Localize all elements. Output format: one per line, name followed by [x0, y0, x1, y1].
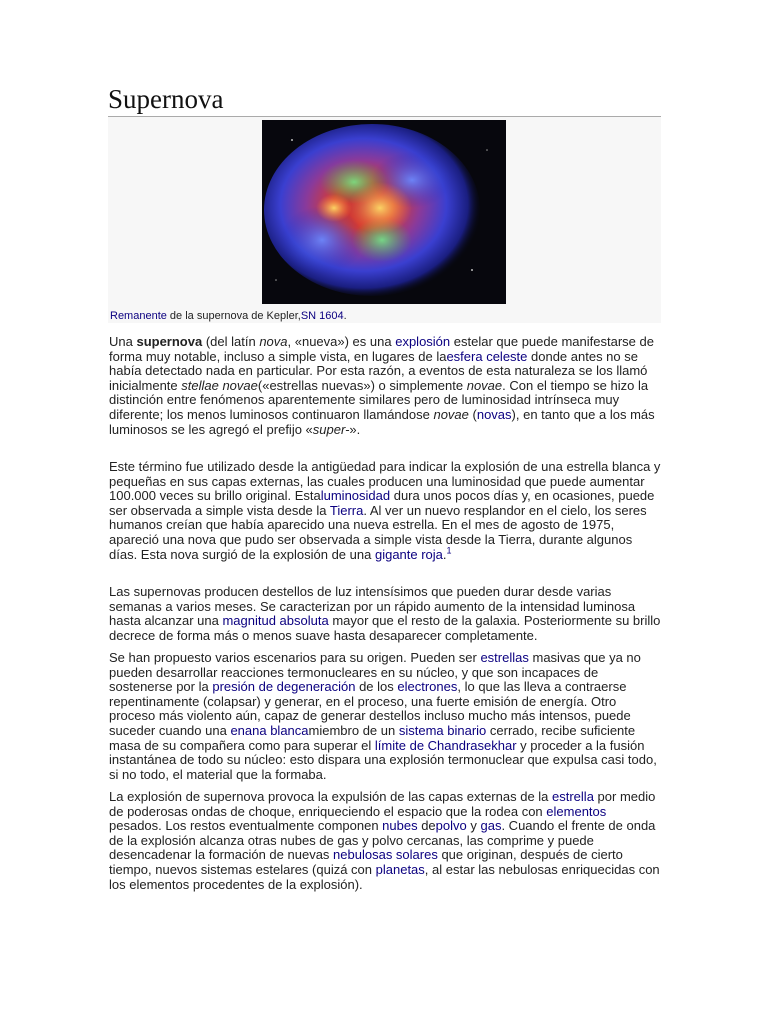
text: que originan, después de cierto tiempo, nuevos sistemas estelares (quizá con: [109, 847, 623, 877]
text: donde antes no se había detectado nada en particular. Por esta razón, a eventos de esta naturaleza se los llamó inicialmente: [109, 348, 648, 393]
paragraph-ejection: [109, 790, 661, 892]
text: dura unos pocos días y, en ocasiones, puede ser observada a simple vista desde la: [109, 488, 655, 518]
link-presion-degeneracion[interactable]: presión de degeneración: [212, 679, 356, 695]
text: (: [468, 406, 477, 422]
text: y: [466, 818, 481, 834]
paragraph-origin: [109, 651, 661, 782]
text: . Cuando el frente de onda de la explosión alcanza otras nubes de gas y polvo cercanas, las comprime y puede desencadenar la formación de nuevas: [109, 818, 656, 863]
footnote-link[interactable]: 1: [446, 545, 452, 556]
caption-text: .: [343, 310, 347, 322]
text: La explosión de supernova provoca la expulsión de las capas externas de la: [109, 789, 553, 804]
text: Se han propuesto varios escenarios para su origen. Pueden ser: [109, 650, 481, 665]
caption-link-remanente[interactable]: Remanente: [110, 310, 167, 322]
text: mayor que el resto de la galaxia. Posteriormente su brillo decrece de forma más o menos suave hasta desaparecer completamente.: [109, 613, 661, 643]
link-electrones[interactable]: electrones: [397, 679, 458, 695]
page-title: Supernova: [108, 84, 224, 114]
italic-term: stellae novae: [181, 377, 258, 393]
text: Una: [109, 334, 137, 349]
link-planetas[interactable]: planetas: [375, 861, 425, 877]
text: estelar que puede manifestarse de forma muy notable, incluso a simple vista, en lugares de la: [109, 334, 654, 364]
figure-caption: [110, 310, 347, 322]
link-enana-blanca[interactable]: enana blanca: [230, 722, 309, 738]
text: por medio de poderosas ondas de choque, enriqueciendo el espacio que la rodea con: [109, 789, 656, 819]
text: («estrellas nuevas») o simplemente: [257, 377, 467, 393]
figure: [108, 117, 661, 323]
text: masivas que ya no pueden desarrollar reacciones termonucleares en su núcleo, y que son incapaces de sostenerse por la: [109, 650, 641, 695]
link-explosion[interactable]: explosión: [395, 334, 451, 349]
text: (del latín: [202, 334, 260, 349]
link-limite-chandrasekhar[interactable]: límite de Chandrasekhar: [374, 737, 517, 753]
text: miembro de un: [308, 722, 399, 738]
text: , al estar las nebulosas enriquecidas con los elementos procedentes de la explosión).: [109, 861, 660, 892]
bold-term: supernova: [136, 334, 203, 349]
link-gas[interactable]: gas: [480, 818, 502, 834]
text: Este término fue utilizado desde la antigüedad para indicar la explosión de una estrella blanca y pequeñas en sus capas externas, las cuales producen una luminosidad que puede aumentar 100.000 veces su brillo original. Esta: [109, 459, 661, 504]
text: Las supernovas producen destellos de luz intensísimos que pueden durar desde varias semanas a varios meses. Se caracterizan por un rápido aumento de la intensidad luminosa hasta alcanzar una: [109, 584, 636, 629]
paragraph-intro: [109, 335, 661, 437]
supernova-remnant-image[interactable]: [262, 120, 506, 304]
link-luminosidad[interactable]: luminosidad: [320, 488, 391, 504]
text: . Al ver un nuevo resplandor en el cielo, los seres humanos creían que había aparecido una nueva estrella. En el mes de agosto de 1975, apareció una nova que pudo ser observada a simple vista desde la Tierra, durante algunos días. Esta nova surgió de la explosión de una: [109, 502, 647, 562]
caption-text: de la supernova de Kepler,: [166, 310, 301, 322]
link-esfera-celeste[interactable]: esfera celeste: [446, 348, 528, 364]
text: y proceder a la fusión instantánea de todo su núcleo: esto dispara una explosión termonuclear que expulsa casi todo, si no todo, el material que la formaba.: [109, 737, 657, 782]
italic-term: super-: [312, 421, 350, 437]
text: de los: [355, 679, 398, 695]
link-estrella[interactable]: estrella: [552, 789, 594, 804]
italic-term: nova: [259, 334, 288, 349]
paragraph-history: [109, 460, 661, 562]
link-elementos[interactable]: elementos: [546, 803, 607, 819]
caption-link-sn1604[interactable]: SN 1604: [300, 310, 344, 322]
text: . Con el tiempo se hizo la distinción entre fenómenos aparentemente similares pero de luminosidad intrínseca muy diferente; los menos luminosos continuaron llamándose: [109, 377, 649, 422]
italic-term: novae: [466, 377, 503, 393]
text: ».: [349, 421, 361, 437]
link-sistema-binario[interactable]: sistema binario: [398, 722, 487, 738]
link-estrellas[interactable]: estrellas: [480, 650, 529, 665]
link-magnitud-absoluta[interactable]: magnitud absoluta: [222, 613, 329, 629]
link-polvo[interactable]: polvo: [435, 818, 467, 834]
link-novas[interactable]: novas: [476, 406, 512, 422]
text: , «nueva») es una: [287, 334, 396, 349]
text: , lo que las lleva a contraerse repentinamente (colapsar) y generar, en el proceso, una fuerte emisión de energía. Otro proceso más violento aún, capaz de generar destellos incluso mucho más intensos, puede suceder cuando una: [109, 679, 631, 738]
link-gigante-roja[interactable]: gigante roja: [374, 546, 443, 562]
paragraph-brightness: [109, 585, 661, 643]
text: de: [417, 818, 436, 834]
text: .: [442, 546, 447, 562]
text: pesados. Los restos eventualmente componen: [109, 818, 383, 834]
link-tierra[interactable]: Tierra: [329, 502, 364, 518]
link-nebulosas-solares[interactable]: nebulosas solares: [333, 847, 438, 863]
text: cerrado, recibe suficiente masa de su compañera como para superar el: [109, 722, 636, 753]
link-nubes[interactable]: nubes: [382, 818, 418, 834]
text: ), en tanto que a los más luminosos se les agregó el prefijo «: [109, 406, 655, 437]
italic-term: novae: [433, 406, 469, 422]
